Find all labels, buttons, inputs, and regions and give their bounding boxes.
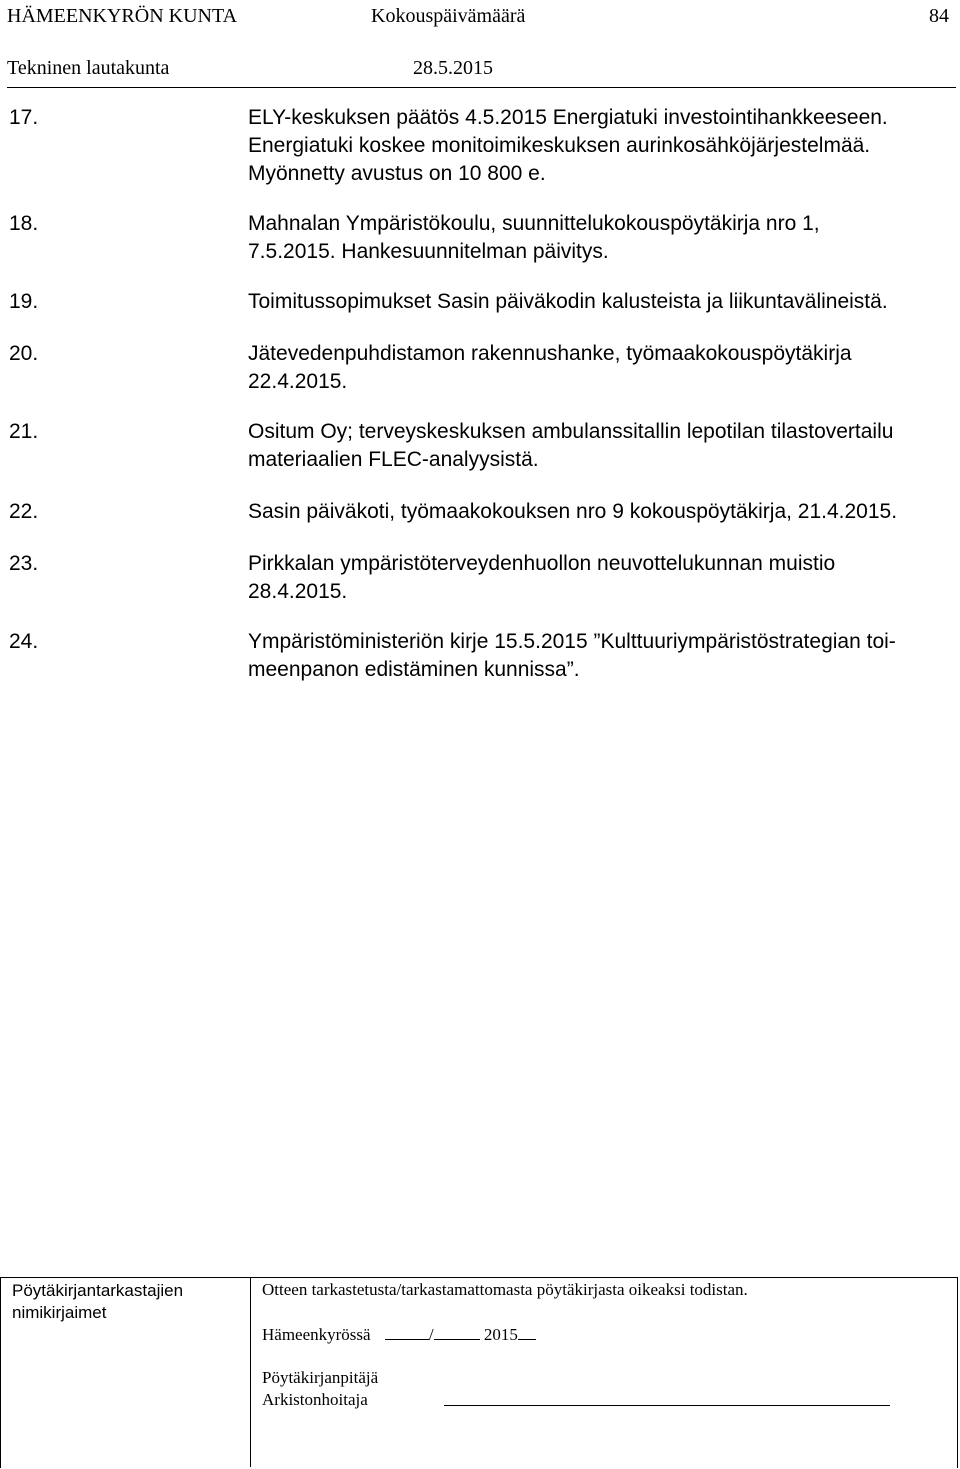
certification-text: Otteen tarkastetusta/tarkastamattomasta pöytäkirjasta oikeaksi todistan.	[262, 1280, 748, 1299]
date-slash: /	[428, 1325, 434, 1344]
item-line: Jätevedenpuhdistamon rakennushanke, työmaakokouspöytäkirja	[248, 342, 852, 365]
inspector-label-line: nimikirjaimet	[12, 1303, 107, 1322]
item-line: materiaalien FLEC-analyysistä.	[248, 448, 539, 471]
header-divider	[7, 87, 956, 88]
meeting-date-label: Kokouspäivämäärä	[371, 5, 526, 27]
item-line: 22.4.2015.	[248, 370, 348, 393]
item-number: 17.	[9, 106, 39, 129]
item-number: 21.	[9, 420, 39, 443]
year-blank[interactable]	[518, 1323, 536, 1340]
item-number: 19.	[9, 290, 39, 313]
inspector-label-line: Pöytäkirjantarkastajien	[12, 1281, 184, 1300]
item-text	[248, 498, 958, 526]
item-line: ELY-keskuksen päätös 4.5.2015 Energiatuki investointihankkeeseen.	[248, 106, 888, 129]
organization-name: HÄMEENKYRÖN KUNTA	[7, 5, 238, 27]
item-line: Myönnetty avustus on 10 800 e.	[248, 162, 546, 185]
item-line: Mahnalan Ympäristökoulu, suunnittelukokouspöytäkirja nro 1,	[248, 212, 820, 235]
item-text	[248, 628, 958, 684]
footer-column-divider	[250, 1277, 251, 1467]
item-text	[248, 340, 958, 396]
item-line: Ositum Oy; terveyskeskuksen ambulanssitallin lepotilan tilastovertailu	[248, 420, 894, 443]
item-number: 18.	[9, 212, 39, 235]
item-line: Sasin päiväkoti, työmaakokouksen nro 9 kokouspöytäkirja, 21.4.2015.	[248, 500, 898, 523]
item-text	[248, 418, 958, 474]
item-text	[248, 288, 958, 316]
item-text	[248, 550, 958, 606]
place-date-line	[262, 1323, 536, 1346]
item-line: 7.5.2015. Hankesuunnitelman päivitys.	[248, 240, 609, 263]
page-number: 84	[929, 5, 949, 27]
role-secretary: Pöytäkirjanpitäjä	[262, 1368, 379, 1387]
month-blank[interactable]	[434, 1323, 480, 1340]
item-text	[248, 210, 958, 266]
item-line: Ympäristöministeriön kirje 15.5.2015 ”Kulttuuriympäristöstrategian toi-	[248, 630, 896, 653]
signature-line[interactable]	[444, 1405, 890, 1406]
inspector-initials-label	[12, 1280, 247, 1324]
item-line: meenpanon edistäminen kunnissa”.	[248, 658, 580, 681]
item-number: 24.	[9, 630, 39, 653]
day-blank[interactable]	[385, 1323, 429, 1340]
item-number: 23.	[9, 552, 39, 575]
certification-footer	[0, 1277, 960, 1469]
item-number: 20.	[9, 342, 39, 365]
role-archivist: Arkistonhoitaja	[262, 1390, 368, 1409]
item-line: Energiatuki koskee monitoimikeskuksen aurinkosähköjärjestelmää.	[248, 134, 871, 157]
committee-name: Tekninen lautakunta	[7, 57, 170, 79]
meeting-date: 28.5.2015	[413, 57, 493, 79]
page-header	[7, 0, 956, 88]
item-line: Toimitussopimukset Sasin päiväkodin kalusteista ja liikuntavälineistä.	[248, 290, 888, 313]
item-text	[248, 104, 958, 188]
place-name: Hämeenkyrössä	[262, 1325, 371, 1344]
item-line: 28.4.2015.	[248, 580, 348, 603]
item-number: 22.	[9, 500, 39, 523]
item-line: Pirkkalan ympäristöterveydenhuollon neuvottelukunnan muistio	[248, 552, 836, 575]
year-text: 2015	[483, 1325, 518, 1344]
